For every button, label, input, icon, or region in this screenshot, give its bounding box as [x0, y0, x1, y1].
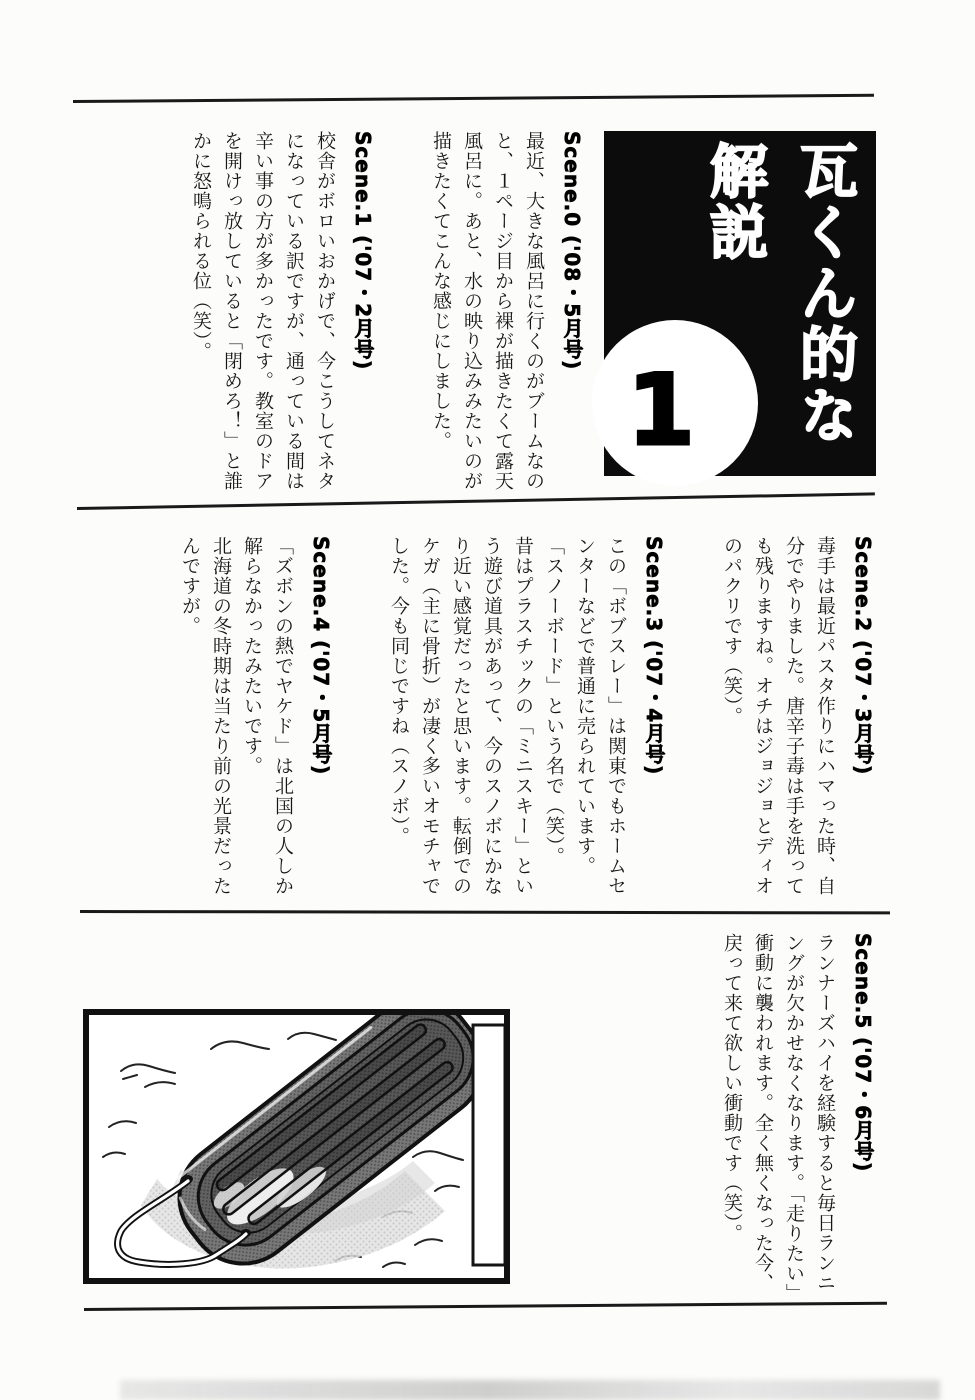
scene-4-paragraph-2: 北海道の冬時期は当たり前の光景だったんですが。	[179, 536, 232, 896]
divider-line-top	[73, 94, 874, 103]
scene-3-paragraph-2: 昔はプラスチックの「ミニスキー」という遊び道具があって、今のスノボにかなり近い感覚だったと思います。転倒でのケガ（主に骨折）が凄く多いオモチャでした。今も同じですね（スノボ）。	[388, 536, 534, 896]
side-white-box	[473, 1025, 505, 1265]
scene-3-block	[383, 536, 668, 902]
title-main: 瓦くん的な	[790, 141, 858, 446]
scene-1-paragraph: 校舎がボロいおかげで、今こうしてネタになっている訳ですが、通っている間は辛い事の方が多かったです。教室のドアを開けっ放していると「閉めろ！」と誰かに怒鳴られる位（笑）。	[190, 131, 336, 491]
scan-artifact	[120, 1380, 940, 1400]
scene-0-header: Scene.0 ('08・5月号)	[560, 131, 584, 371]
scene-5-paragraph: ランナーズハイを経験すると毎日ランニングが欠かせなくなります。「走りたい」衝動に襲われます。全く無くなった今、戻って来て欲しい衝動です（笑）。	[721, 933, 836, 1294]
section-2	[126, 536, 877, 902]
scene-2-header: Scene.2 ('07・3月号)	[851, 536, 875, 776]
scene-3-paragraph-1: この「ボブスレー」は関東でもホームセンターなどで普通に売られています。「スノーボード」という名で（笑）。	[543, 536, 627, 896]
sled-illustration	[83, 1009, 510, 1284]
scene-0-block	[425, 131, 586, 497]
section-3	[668, 933, 877, 1295]
scene-3-header: Scene.3 ('07・4月号)	[642, 536, 666, 776]
scene-1-block	[185, 131, 377, 497]
scene-1-header: Scene.1 ('07・2月号)	[351, 131, 375, 371]
chapter-number-badge	[592, 320, 758, 486]
scene-5-block	[716, 933, 877, 1295]
scene-4-block	[174, 536, 335, 902]
scene-2-paragraph: 毒手は最近パスタ作りにハマった時、自分でやりました。唐辛子毒は手を洗っても残りますね。オチはジョジョとディオのパクリです（笑）。	[721, 536, 836, 896]
chapter-number: 1	[626, 354, 696, 468]
divider-line-2	[80, 910, 890, 914]
divider-line-bottom	[84, 1302, 887, 1311]
scene-4-paragraph-1: 「ズボンの熱でヤケド」は北国の人しか解らなかったみたいです。	[241, 536, 294, 896]
title-box	[604, 131, 876, 476]
scene-5-header: Scene.5 ('07・6月号)	[851, 933, 875, 1173]
scene-0-paragraph: 最近、大きな風呂に行くのがブームなのと、１ページ目から裸が描きたくて露天風呂に。あと、水の映り込みみたいのが描きたくてこんな感じにしました。	[430, 131, 545, 491]
section-1	[137, 131, 876, 497]
scene-4-header: Scene.4 ('07・5月号)	[309, 536, 333, 776]
title-sub: 解説	[700, 141, 768, 263]
scene-2-block	[716, 536, 877, 902]
sled-illustration-frame	[83, 1009, 510, 1284]
